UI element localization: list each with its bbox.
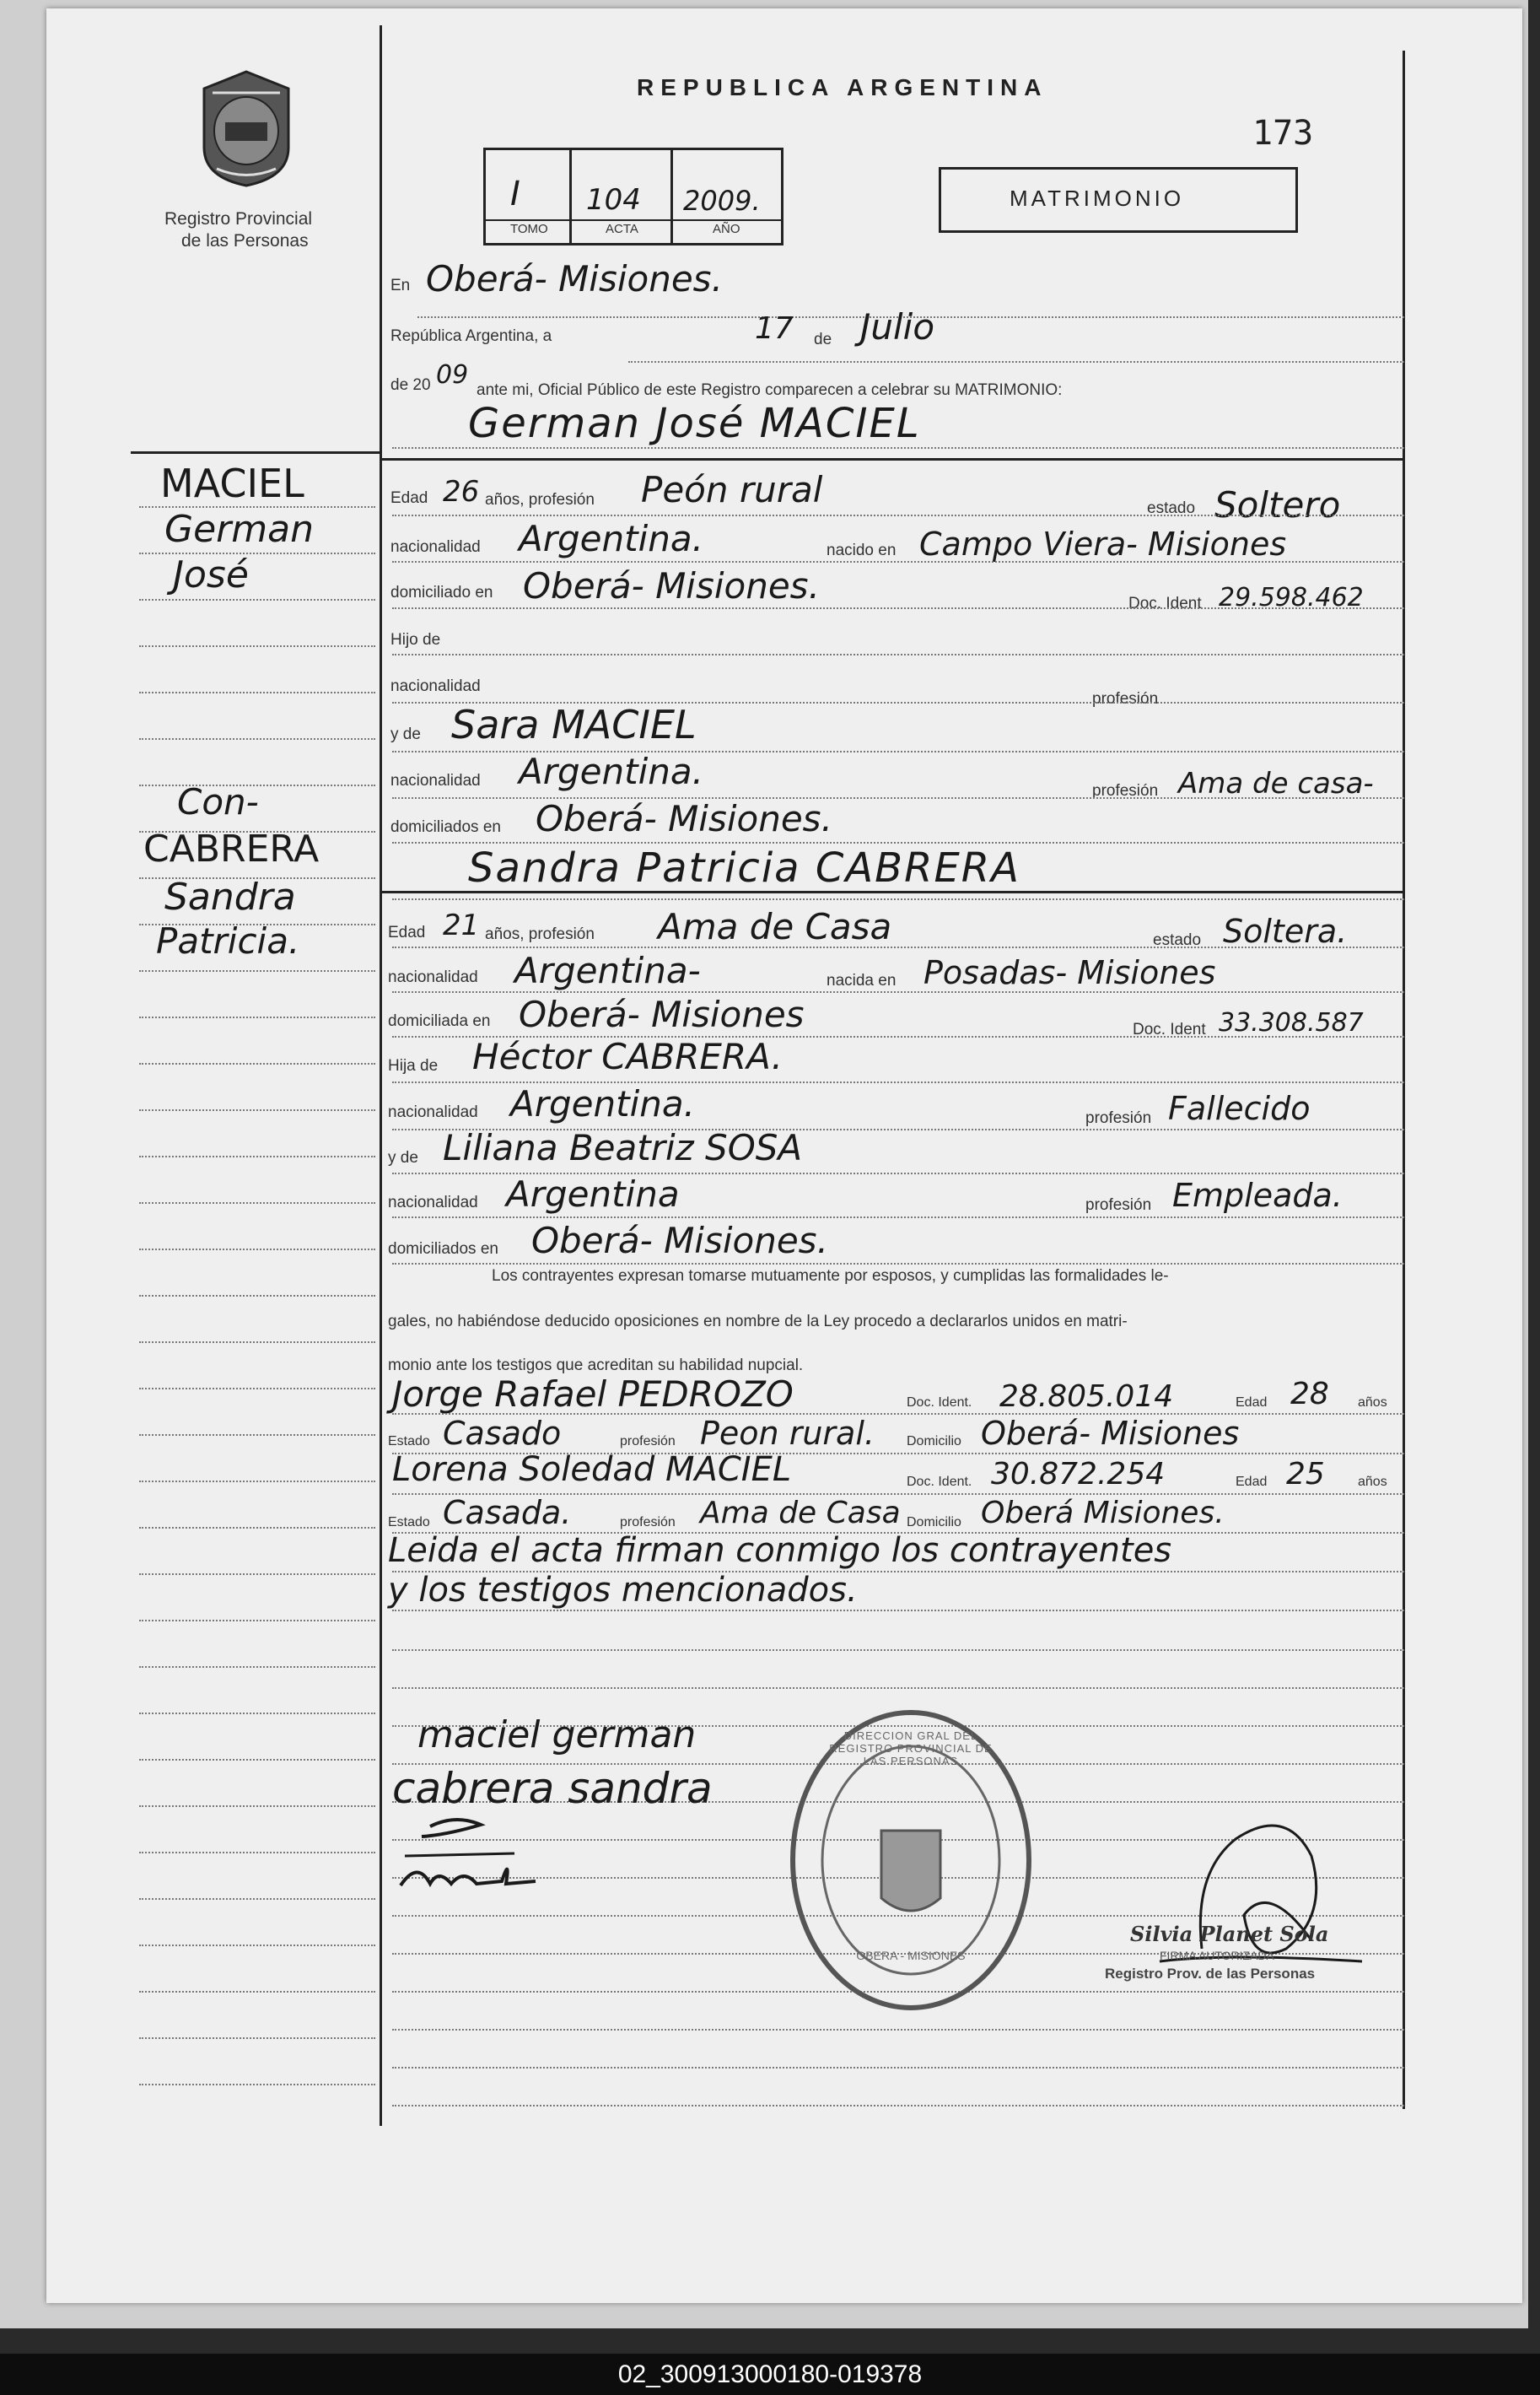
groom-signature: maciel german: [417, 1713, 697, 1756]
bride-age: 21: [443, 909, 480, 942]
bride-address: Oberá- Misiones: [519, 994, 805, 1035]
groom-doc: 29.598.462: [1219, 583, 1364, 612]
witness2-age: 25: [1286, 1457, 1325, 1491]
day-value: 17: [755, 311, 794, 346]
anio-value: 2009.: [683, 185, 761, 217]
witness-signatures-icon: [388, 1810, 573, 1894]
declaration-line3: monio ante los testigos que acreditan su habilidad nupcial.: [388, 1357, 804, 1374]
place-value: Oberá- Misiones.: [426, 258, 723, 299]
witness2-address: Oberá Misiones.: [981, 1496, 1225, 1530]
bride-mother: Liliana Beatriz SOSA: [443, 1127, 803, 1168]
witness1-doc: 28.805.014: [999, 1379, 1174, 1414]
registry-name-line2: de las Personas: [181, 231, 309, 251]
official-title-1: FIRMA AUTORIZADA: [1160, 1949, 1274, 1962]
stamp-text: DIRECCION GRAL DEL REGISTRO PROVINCIAL DE LAS PERSONAS: [829, 1729, 993, 1767]
bride-profession: Ama de Casa: [658, 906, 892, 947]
right-border: [1403, 51, 1405, 2109]
bride-father-profession: Fallecido: [1168, 1090, 1311, 1127]
official-title-2: Registro Prov. de las Personas: [1105, 1966, 1316, 1982]
witness1-profession: Peon rural.: [700, 1415, 875, 1452]
witness2-profession: Ama de Casa: [700, 1496, 901, 1530]
year-value: 09: [436, 360, 469, 390]
groom-full-name: German José MACIEL: [468, 400, 921, 447]
margin-groom-name2: José: [173, 553, 249, 596]
bride-father: Héctor CABRERA.: [472, 1036, 783, 1077]
closing-line2: y los testigos mencionados.: [388, 1571, 858, 1610]
bride-doc: 33.308.587: [1219, 1008, 1364, 1038]
witness1-name: Jorge Rafael PEDROZO: [392, 1373, 794, 1415]
act-type-label: MATRIMONIO: [1010, 186, 1185, 211]
marriage-certificate-page: Registro Provincial de las Personas REPUBLICA ARGENTINA 173 I 104 2009. TOMO ACTA AÑO MATRIMONIO En Oberá- Misiones. República Argentina, a 17 de Julio de 20 09 ante mi, Oficial Público de este Registro comparecen a celebrar su MATRIMONIO: German José MACIEL Edad 26 años, profesión Peón rural estado Soltero nacionalidad Argentina. nacido en Campo Viera- Misiones domiciliado en Oberá- Misiones. Doc. Ident 29.598.462 Hijo de nacionalidad profesión y de Sara MACIEL nacionalidad Argentina. profesión Ama de casa- domiciliados en Oberá- Misiones. Sandra Patricia CABRERA Edad 21 años, profesión Ama de Casa estado Soltera. nacionalidad Argentina- nacida en Posadas- Misiones domiciliada en Oberá- Misiones Doc. Ident 33.308.587 Hija de Héctor CABRERA. nacionalidad Argentina. profesión Fallecido y de Liliana Beatriz SOSA nacionalidad Argentina profesión Empleada. domiciliados en Oberá- Misiones. Los contrayentes expresan tomarse mutuamente por esposos, y cumplidas las formalidades le- gales, no habiéndose deducido oposiciones en nombre de la Ley procedo a declararlos unidos en matri- monio ante los testigos que acreditan su habilidad nupcial. Jorge Rafael PEDROZO Doc. Ident. 28.805.014 Edad 28 años Estado Casado profesión Peon rural. Domicilio Oberá- Misiones Lorena Soledad MACIEL Doc. Ident. 30.872.254 Edad 25 años Estado Casada. profesión Ama de Casa Domicilio Oberá Misiones. Leida el acta firman conmigo los contrayentes y los testigos mencionados. maciel german cabrera sandra DIRECCION GRAL DEL REGISTRO PROVINCIAL DE LAS PERSONAS OBERA - MISIONES Silvia Planet Sola FIRMA AUTORIZADA Registro Prov. de las Personas MACIEL German José Con- CABRERA Sandra Patricia.: [46, 8, 1522, 2303]
groom-profession: Peón rural: [641, 469, 823, 510]
margin-groom-surname: MACIEL: [160, 461, 304, 506]
bride-mother-nationality: Argentina: [506, 1173, 680, 1215]
bride-full-name: Sandra Patricia CABRERA: [468, 844, 1020, 892]
witness1-age: 28: [1290, 1377, 1329, 1411]
bride-signature: cabrera sandra: [392, 1764, 713, 1813]
closing-line1: Leida el acta firman conmigo los contrayentes: [388, 1531, 1172, 1570]
margin-bride-surname: CABRERA: [143, 828, 320, 871]
groom-civil-status: Soltero: [1214, 484, 1341, 526]
margin-bride-name2: Patricia.: [156, 920, 300, 962]
witness1-address: Oberá- Misiones: [981, 1415, 1240, 1452]
tomo-value: I: [510, 175, 520, 213]
official-name: Silvia Planet Sola: [1130, 1922, 1329, 1946]
bride-nationality: Argentina-: [514, 950, 701, 991]
bride-mother-profession: Empleada.: [1172, 1177, 1343, 1214]
margin-groom-name1: German: [164, 508, 314, 551]
witness2-name: Lorena Soledad MACIEL: [392, 1450, 792, 1489]
bride-father-nationality: Argentina.: [510, 1083, 695, 1125]
margin-divider: [380, 25, 382, 2126]
witness2-civil-status: Casada.: [443, 1494, 572, 1531]
page-number: 173: [1252, 114, 1314, 153]
margin-con: Con-: [177, 781, 259, 823]
acta-value: 104: [586, 183, 641, 217]
groom-age: 26: [443, 475, 480, 509]
bride-parents-address: Oberá- Misiones.: [531, 1220, 828, 1261]
month-value: Julio: [860, 306, 935, 348]
groom-mother: Sara MACIEL: [451, 702, 697, 747]
groom-birthplace: Campo Viera- Misiones: [919, 526, 1287, 563]
declaration-line1: Los contrayentes expresan tomarse mutuamente por esposos, y cumplidas las formalidades le-: [492, 1267, 1169, 1285]
margin-bride-name1: Sandra: [164, 876, 296, 919]
bride-birthplace: Posadas- Misiones: [923, 954, 1216, 991]
groom-address: Oberá- Misiones.: [523, 565, 820, 607]
country-heading: REPUBLICA ARGENTINA: [637, 74, 1048, 100]
groom-parents-address: Oberá- Misiones.: [536, 798, 832, 839]
witness2-doc: 30.872.254: [991, 1457, 1166, 1491]
registry-name-line1: Registro Provincial: [164, 209, 313, 229]
groom-mother-nationality: Argentina.: [519, 751, 703, 792]
groom-nationality: Argentina.: [519, 518, 703, 559]
declaration-line2: gales, no habiéndose deducido oposiciones en nombre de la Ley procedo a declararlos unidos en matri-: [388, 1313, 1128, 1330]
groom-mother-profession: Ama de casa-: [1178, 767, 1374, 801]
bride-civil-status: Soltera.: [1223, 913, 1348, 950]
witness1-civil-status: Casado: [443, 1415, 562, 1452]
acta-label: ACTA: [606, 222, 638, 236]
file-name-caption: 02_300913000180-019378: [617, 2360, 923, 2388]
anio-label: AÑO: [713, 222, 740, 236]
provincial-seal-icon: [191, 67, 301, 190]
tomo-label: TOMO: [510, 222, 548, 236]
stamp-city: OBERA - MISIONES: [856, 1949, 966, 1962]
